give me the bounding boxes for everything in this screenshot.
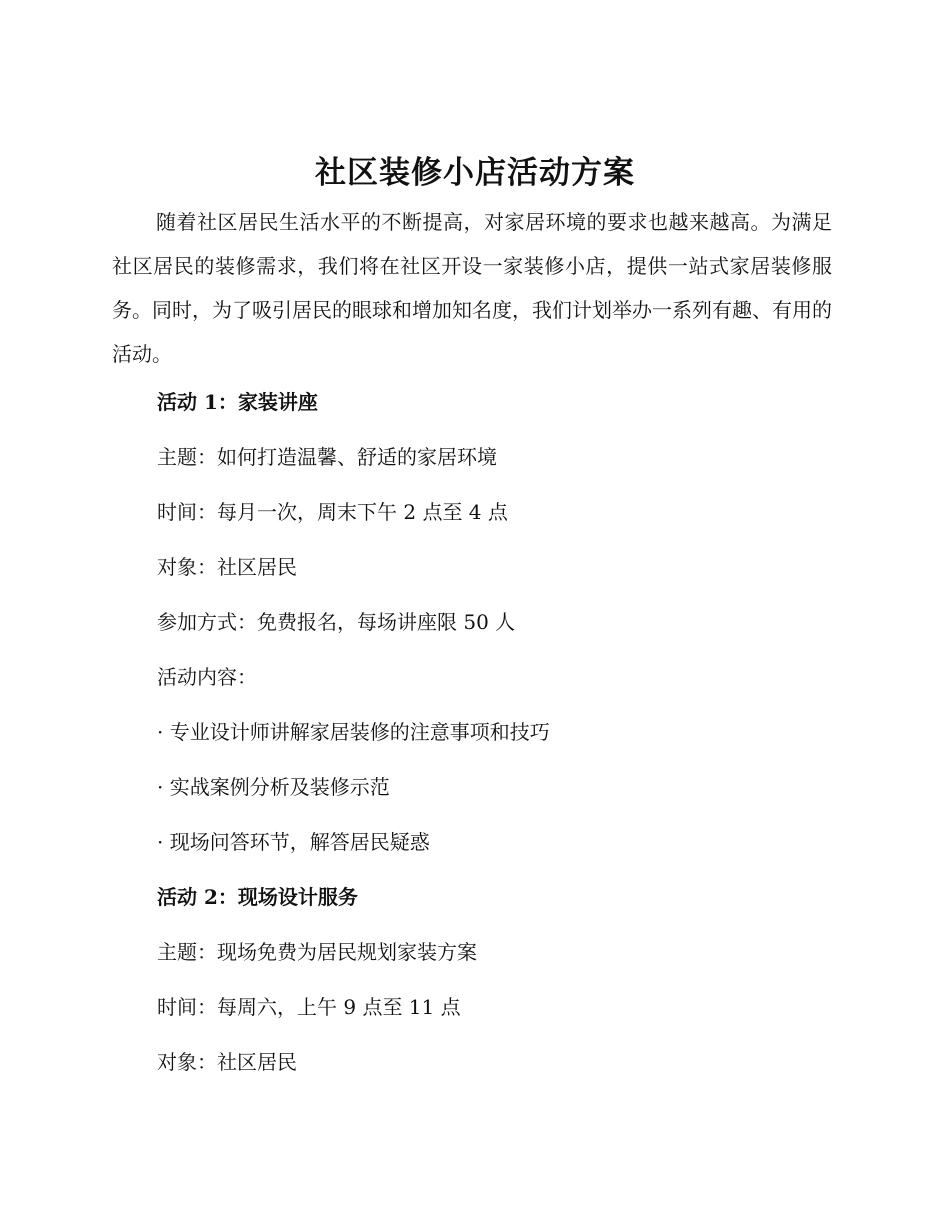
activity-1-audience: 对象：社区居民	[157, 555, 297, 579]
activity-1-bullet: · 现场问答环节，解答居民疑惑	[157, 830, 430, 854]
activity-1-heading: 活动 1：家装讲座	[157, 390, 318, 414]
document-title: 社区装修小店活动方案	[315, 155, 635, 191]
activity-2-heading: 活动 2：现场设计服务	[157, 885, 358, 909]
intro-paragraph: 随着社区居民生活水平的不断提高，对家居环境的要求也越来越高。为满足社区居民的装修需求，我们将在社区开设一家装修小店，提供一站式家居装修服务。同时，为了吸引居民的眼球和增加知名度，我们计划举办一系列有趣、有用的活动。	[112, 210, 832, 366]
activity-1-signup: 参加方式：免费报名，每场讲座限 50 人	[157, 610, 516, 634]
activity-2-time: 时间：每周六，上午 9 点至 11 点	[157, 995, 461, 1019]
activity-list	[157, 375, 857, 1090]
activity-1-content-label: 活动内容：	[157, 665, 257, 689]
activity-1-theme: 主题：如何打造温馨、舒适的家居环境	[157, 445, 497, 469]
activity-1-bullet: · 实战案例分析及装修示范	[157, 775, 390, 799]
activity-2-theme: 主题：现场免费为居民规划家装方案	[157, 940, 477, 964]
activity-1-time: 时间：每月一次，周末下午 2 点至 4 点	[157, 500, 508, 524]
activity-1-bullet: · 专业设计师讲解家居装修的注意事项和技巧	[157, 720, 550, 744]
activity-2-audience: 对象：社区居民	[157, 1050, 297, 1074]
